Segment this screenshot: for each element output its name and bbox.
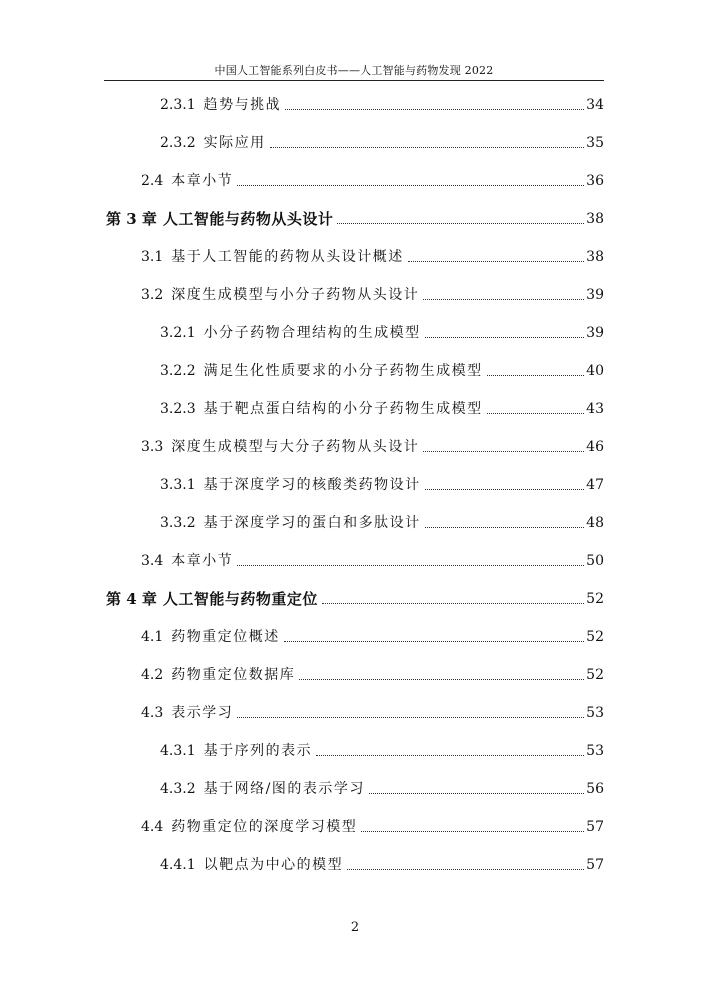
toc-number: 第 3 章 xyxy=(106,210,157,228)
dot-leader xyxy=(487,374,585,376)
toc-page: 38 xyxy=(586,211,604,227)
toc-entry-3-3[interactable] xyxy=(141,438,604,456)
toc-page: 34 xyxy=(586,97,604,113)
dot-leader xyxy=(237,564,584,566)
toc-page: 47 xyxy=(586,477,604,493)
toc-entry-4-3[interactable] xyxy=(141,704,604,722)
dot-leader xyxy=(425,488,585,490)
toc-number: 4.3.2 xyxy=(160,781,196,797)
toc-entry-chapter-4[interactable] xyxy=(106,590,604,608)
toc-number: 3.4 xyxy=(141,553,164,569)
toc-entry-2-4[interactable] xyxy=(141,172,604,190)
dot-leader xyxy=(425,336,585,338)
toc-number: 3.3.2 xyxy=(160,515,196,531)
dot-leader xyxy=(322,602,584,604)
toc-page: 53 xyxy=(586,705,604,721)
toc-title: 人工智能与药物从头设计 xyxy=(162,210,334,228)
toc-entry-4-4[interactable] xyxy=(141,818,604,836)
toc-entry-2-3-1[interactable] xyxy=(160,96,604,114)
toc-entry-3-2-3[interactable] xyxy=(160,400,604,418)
dot-leader xyxy=(270,146,585,148)
toc-number: 2.4 xyxy=(141,173,164,189)
toc-title: 趋势与挑战 xyxy=(203,97,282,113)
dot-leader xyxy=(237,184,584,186)
toc-entry-4-3-1[interactable] xyxy=(160,742,604,760)
running-header: 中国人工智能系列白皮书——人工智能与药物发现 2022 xyxy=(214,64,494,77)
toc-number: 4.3.1 xyxy=(160,743,196,759)
toc-number: 4.1 xyxy=(141,629,164,645)
toc-page: 48 xyxy=(586,515,604,531)
toc-page: 56 xyxy=(586,781,604,797)
toc-number: 3.3.1 xyxy=(160,477,196,493)
dot-leader xyxy=(423,450,584,452)
dot-leader xyxy=(316,754,584,756)
toc-number: 3.2 xyxy=(141,287,164,303)
dot-leader xyxy=(487,412,585,414)
toc-title: 表示学习 xyxy=(171,705,234,721)
dot-leader xyxy=(369,792,584,794)
toc-number: 3.2.2 xyxy=(160,363,196,379)
toc-title: 以靶点为中心的模型 xyxy=(203,857,344,873)
dot-leader xyxy=(361,830,584,832)
dot-leader xyxy=(237,716,584,718)
toc-page: 50 xyxy=(586,553,604,569)
toc-title: 人工智能与药物重定位 xyxy=(162,590,318,608)
toc-page: 36 xyxy=(586,173,604,189)
dot-leader xyxy=(347,868,584,870)
dot-leader xyxy=(337,222,584,224)
toc-page: 38 xyxy=(586,249,604,265)
toc-title: 满足生化性质要求的小分子药物生成模型 xyxy=(203,363,483,379)
toc-entry-4-3-2[interactable] xyxy=(160,780,604,798)
toc-title: 深度生成模型与大分子药物从头设计 xyxy=(171,439,420,455)
toc-entry-3-2[interactable] xyxy=(141,286,604,304)
dot-leader xyxy=(425,526,585,528)
page-number: 2 xyxy=(350,920,360,935)
toc-entry-2-3-2[interactable] xyxy=(160,134,604,152)
toc-number: 2.3.2 xyxy=(160,135,196,151)
toc-number: 3.3 xyxy=(141,439,164,455)
toc-title: 药物重定位的深度学习模型 xyxy=(171,819,358,835)
dot-leader xyxy=(285,108,584,110)
toc-page: 43 xyxy=(586,401,604,417)
toc-entry-3-2-1[interactable] xyxy=(160,324,604,342)
toc-title: 药物重定位概述 xyxy=(171,629,280,645)
toc-page: 35 xyxy=(586,135,604,151)
header-rule xyxy=(104,80,604,81)
toc-entry-3-4[interactable] xyxy=(141,552,604,570)
toc-page: 57 xyxy=(586,819,604,835)
toc-entry-chapter-3[interactable] xyxy=(106,210,604,228)
toc-number: 3.1 xyxy=(141,249,164,265)
toc-title: 基于网络/图的表示学习 xyxy=(203,781,365,797)
toc-page: 52 xyxy=(586,629,604,645)
toc-title: 本章小节 xyxy=(171,553,234,569)
toc-entry-4-1[interactable] xyxy=(141,628,604,646)
toc-title: 实际应用 xyxy=(203,135,266,151)
toc-entry-4-2[interactable] xyxy=(141,666,604,684)
toc-title: 基于深度学习的核酸类药物设计 xyxy=(203,477,421,493)
toc-number: 4.4 xyxy=(141,819,164,835)
toc-number: 4.4.1 xyxy=(160,857,196,873)
dot-leader xyxy=(299,678,584,680)
toc-entry-3-1[interactable] xyxy=(141,248,604,266)
toc-page: 39 xyxy=(586,325,604,341)
toc-title: 基于靶点蛋白结构的小分子药物生成模型 xyxy=(203,401,483,417)
toc-title: 基于序列的表示 xyxy=(203,743,313,759)
toc-page: 39 xyxy=(586,287,604,303)
toc-entry-3-3-1[interactable] xyxy=(160,476,604,494)
toc-number: 第 4 章 xyxy=(106,590,157,608)
toc-entry-3-3-2[interactable] xyxy=(160,514,604,532)
dot-leader xyxy=(408,260,584,262)
toc-title: 小分子药物合理结构的生成模型 xyxy=(203,325,421,341)
toc-number: 3.2.1 xyxy=(160,325,196,341)
toc-title: 深度生成模型与小分子药物从头设计 xyxy=(171,287,420,303)
toc-page: 57 xyxy=(586,857,604,873)
toc-page: 46 xyxy=(586,439,604,455)
toc-title: 药物重定位数据库 xyxy=(171,667,296,683)
toc-entry-4-4-1[interactable] xyxy=(160,856,604,874)
toc-entry-3-2-2[interactable] xyxy=(160,362,604,380)
toc-page: 52 xyxy=(586,591,604,607)
toc-page: 52 xyxy=(586,667,604,683)
toc-number: 4.2 xyxy=(141,667,164,683)
toc-page: 53 xyxy=(586,743,604,759)
dot-leader xyxy=(284,640,584,642)
dot-leader xyxy=(423,298,584,300)
toc-title: 基于人工智能的药物从头设计概述 xyxy=(171,249,404,265)
toc-title: 基于深度学习的蛋白和多肽设计 xyxy=(203,515,421,531)
toc-number: 4.3 xyxy=(141,705,164,721)
toc-title: 本章小节 xyxy=(171,173,234,189)
toc-number: 2.3.1 xyxy=(160,97,196,113)
toc-number: 3.2.3 xyxy=(160,401,196,417)
toc-page: 40 xyxy=(586,363,604,379)
